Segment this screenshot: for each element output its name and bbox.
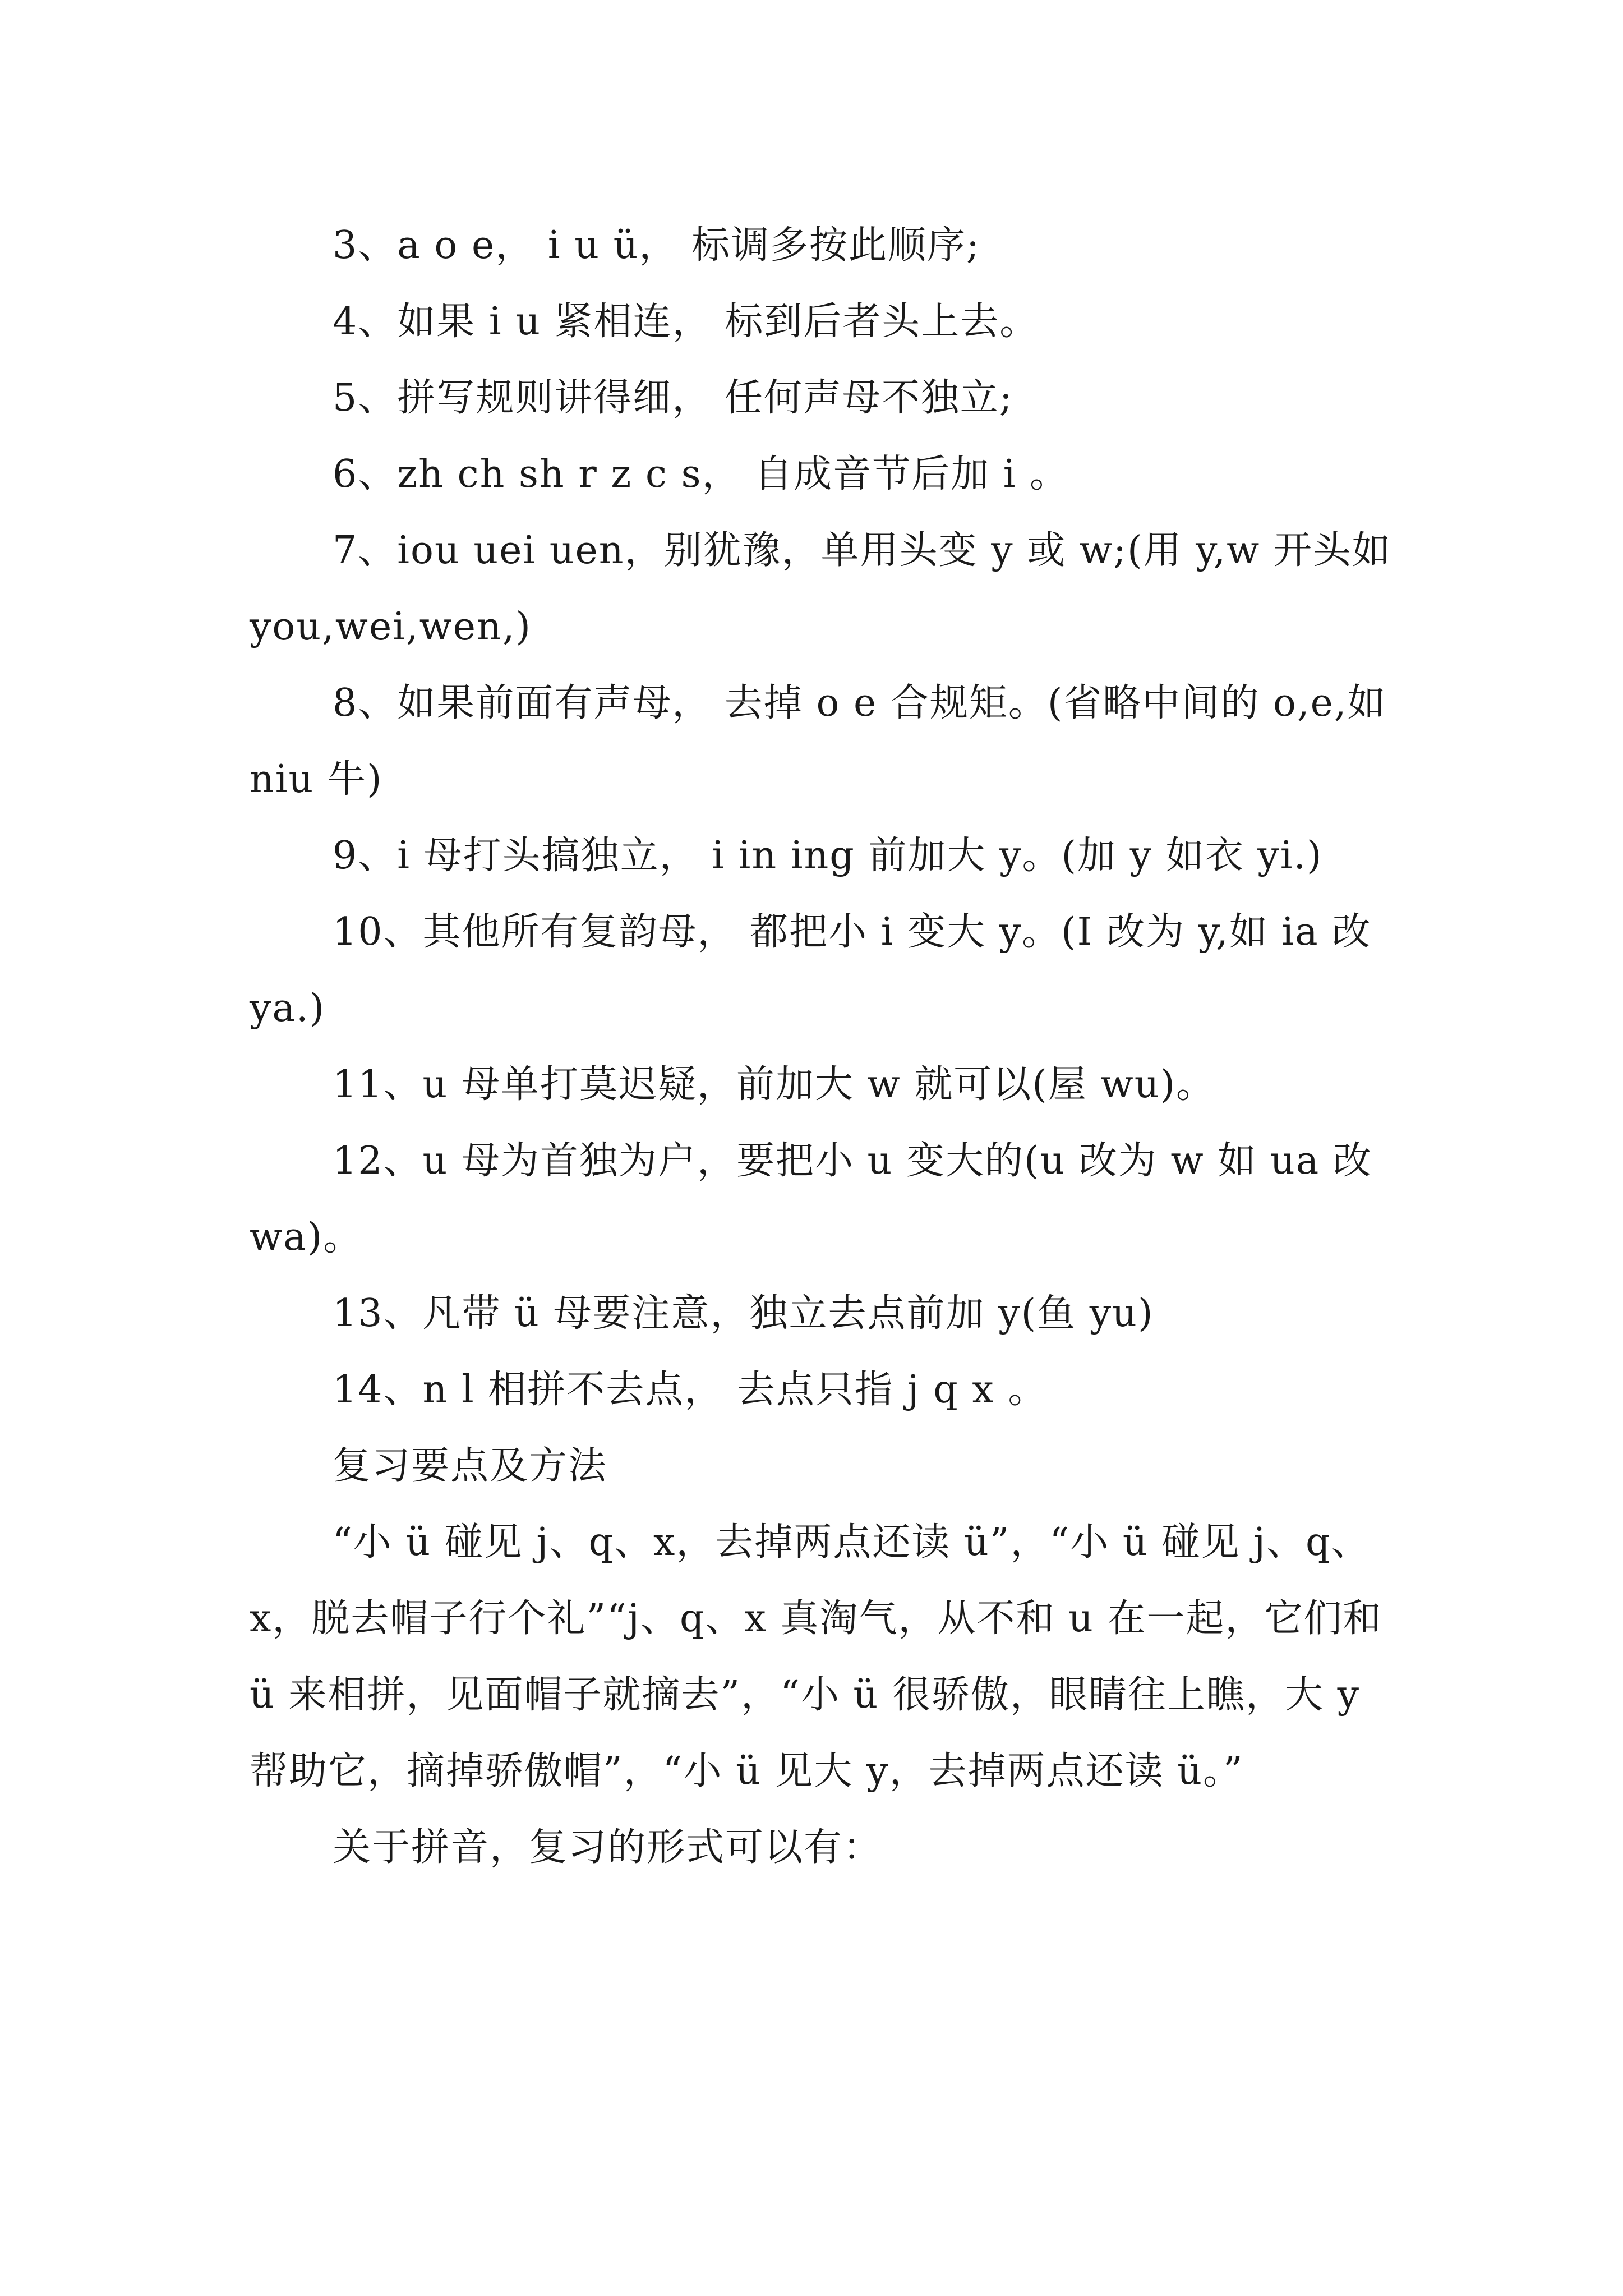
rule-12: 12、u 母为首独为户，要把小 u 变大的(u 改为 w 如 ua 改 wa)。 <box>250 1139 1372 1259</box>
rule-8: 8、如果前面有声母， 去掉 o e 合规矩。(省略中间的 o,e,如 niu 牛) <box>250 681 1387 802</box>
review-forms-intro: 关于拼音，复习的形式可以有： <box>333 1825 883 1870</box>
rule-11: 11、u 母单打莫迟疑，前加大 w 就可以(屋 wu)。 <box>333 1062 1216 1107</box>
section-heading: 复习要点及方法 <box>333 1444 608 1488</box>
rule-13: 13、凡带 ü 母要注意，独立去点前加 y(鱼 yu) <box>333 1291 1154 1336</box>
rule-10: 10、其他所有复韵母， 都把小 i 变大 y。(I 改为 y,如 ia 改 ya.) <box>250 910 1372 1030</box>
review-rhymes: “小 ü 碰见 j、q、x，去掉两点还读 ü”，“小 ü 碰见 j、q、x，脱去帽子行个礼”“j、q、x 真淘气，从不和 u 在一起，它们和 ü 来相拼，见面帽子就摘去”，“小 ü 很骄傲，眼睛往上瞧，大 y 帮助它，摘掉骄傲帽”，“小 ü 见大 y，去掉两点还读 ü。” <box>250 1520 1382 1793</box>
document-body <box>250 208 1394 1886</box>
rule-5: 5、拼写规则讲得细， 任何声母不独立; <box>333 376 1013 420</box>
rule-3: 3、a o e， i u ü， 标调多按此顺序; <box>333 223 980 268</box>
rule-7: 7、iou uei uen，别犹豫，单用头变 y 或 w;(用 y,w 开头如 you,wei,wen,) <box>250 528 1391 649</box>
rule-6: 6、zh ch sh r z c s， 自成音节后加 i 。 <box>333 452 1069 496</box>
rule-14: 14、n l 相拼不去点， 去点只指 j q x 。 <box>333 1368 1048 1412</box>
rule-4: 4、如果 i u 紧相连， 标到后者头上去。 <box>333 300 1039 344</box>
rule-9: 9、i 母打头搞独立， i in ing 前加大 y。(加 y 如衣 yi.) <box>333 834 1323 878</box>
